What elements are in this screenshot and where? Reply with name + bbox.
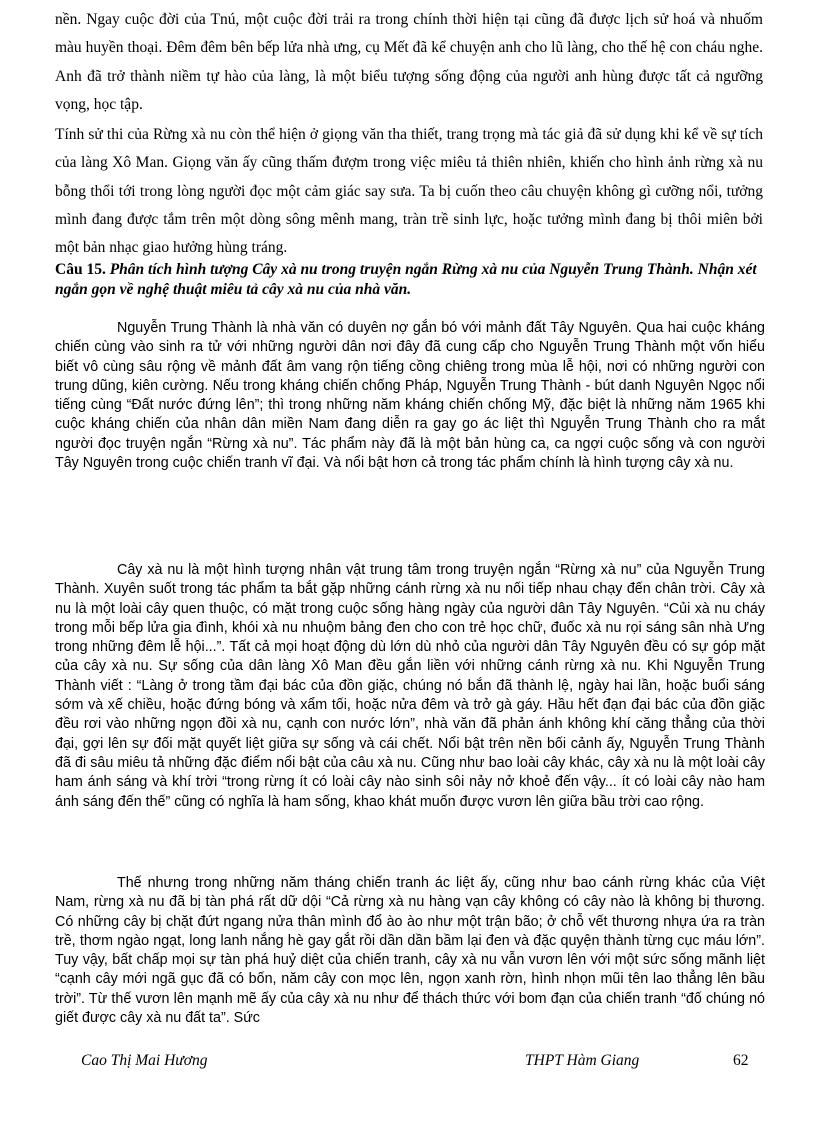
page-number: 62 xyxy=(733,1052,749,1069)
question-heading xyxy=(55,260,770,300)
paragraph-xa-nu-central-image: Cây xà nu là một hình tượng nhân vật trung tâm trong truyện ngắn “Rừng xà nu” của Nguyễn Trung Thành. Xuyên suốt trong tác phẩm ta bắt gặp những cánh rừng xà nu nối tiếp nhau chạy đến chân trời. Cây xà nu là một loài cây quen thuộc, có mặt trong cuộc sống hàng ngày của người dân Tây Nguyên. “Củi xà nu cháy trong mỗi bếp lửa gia đình, khói xà nu nhuộm bảng đen cho con trẻ học chữ, đuốc xà nu rọi sáng sân nhà Ưng trong những đêm lễ hội...”. Tất cả mọi hoạt động dù lớn dù nhỏ của người dân Tây Nguyên đều có sự góp mặt của cây xà nu. Sự sống của dân làng Xô Man đều gắn liền với những cánh rừng xà nu. Khi Nguyễn Trung Thành viết : “Làng ở trong tầm đại bác của đồn giặc, chúng nó bắn đã thành lệ, ngày hai lần, hoặc buổi sáng sớm và xế chiều, hoặc đứng bóng và xẩm tối, hoặc nửa đêm và trở gà gáy. Hầu hết đạn đại bác của đồn giặc đều rơi vào những ngọn đồi xà nu, cạnh con nước lớn”, nhà văn đã phản ánh không khí căng thẳng của thời đại, gợi lên sự đối mặt quyết liệt giữa sự sống và cái chết. Nổi bật trên nền bối cảnh ấy, Nguyễn Trung Thành đã đi sâu miêu tả những đặc điểm nổi bật của câu xà nu. Cũng như bao loài cây khác, cây xà nu là một loài cây ham ánh sáng và khí trời “trong rừng ít có loài cây nào sinh sôi nảy nở khoẻ đến vậy... ít có loài cây nào ham ánh sáng đến thế” cũng có nghĩa là ham sống, khao khát muốn được vươn lên giữa bầu trời cao rộng. xyxy=(55,562,765,810)
paragraph-intro-author: Nguyễn Trung Thành là nhà văn có duyên nợ gắn bó với mảnh đất Tây Nguyên. Qua hai cuộc kháng chiến cùng vào sinh ra tử với những người dân nơi đây đã cung cấp cho Nguyễn Trung Thành một vốn hiểu biết vô cùng sâu rộng về mảnh đất âm vang rộn tiếng cồng chiêng trong mùa lễ hội, nơi có những người con trung dũng, kiên cường. Nếu trong kháng chiến chống Pháp, Nguyễn Trung Thành - bút danh Nguyên Ngọc nổi tiếng cùng “Đất nước đứng lên”; thì trong những năm kháng chiến chống Mỹ, đặc biệt là những năm 1965 khi cuộc kháng chiến của nhân dân miền Nam đang diễn ra gay go ác liệt thì Nguyễn Trung Thành cho ra mắt người đọc truyện ngắn “Rừng xà nu”. Tác phẩm này đã là một bản hùng ca, ca ngợi cuộc sống và con người Tây Nguyên trong cuộc chiến tranh vĩ đại. Và nổi bật hơn cả trong tác phẩm chính là hình tượng cây xà nu. xyxy=(55,320,765,472)
paragraph-epic-tone: Tính sử thi của Rừng xà nu còn thể hiện ở giọng văn tha thiết, trang trọng mà tác giả đã sử dụng khi kể về sự tích của làng Xô Man. Giọng văn ấy cũng thấm đượm trong việc miêu tả thiên nhiên, khiến cho hình ảnh rừng xà nu bỗng thổi tới trong lòng người đọc một cảm giác say sưa. Ta bị cuốn theo câu chuyện không gì cưỡng nổi, tưởng mình đang được tắm trên một dòng sông mênh mang, tràn trề sinh lực, hoặc tưởng mình đang bị thôi miên bởi một bản nhạc giao hưởng hùng tráng. xyxy=(55,126,763,257)
question-text: Phân tích hình tượng Cây xà nu trong truyện ngắn Rừng xà nu của Nguyễn Trung Thành. Nhận xét ngắn gọn về nghệ thuật miêu tả cây xà nu của nhà văn. xyxy=(55,261,757,298)
paragraph-xa-nu-destruction: Thế nhưng trong những năm tháng chiến tranh ác liệt ấy, cũng như bao cánh rừng khác của Việt Nam, rừng xà nu đã bị tàn phá rất dữ dội “Cả rừng xà nu hàng vạn cây không có cây nào là không bị thương. Có những cây bị chặt đứt ngang nửa thân mình đổ ào ào như một trận bão; ở chỗ vết thương nhựa ứa ra tràn trề, thơm ngào ngạt, long lanh nắng hè gay gắt rồi dần dần bầm lại đen và đặc quyện thành từng cục máu lớn”. Tuy vậy, bất chấp mọi sự tàn phá huỷ diệt của chiến tranh, cây xà nu vẫn vươn lên với một sức sống mãnh liệt “cạnh cây mới ngã gục đã có bốn, năm cây con mọc lên, ngọn xanh rờn, hình nhọn mũi tên lao thẳng lên bầu trời”. Từ thế vươn lên mạnh mẽ ấy của cây xà nu như để thách thức với bom đạn của chiến tranh “đố chúng nó giết được cây xà nu đất ta”. Sức xyxy=(55,875,765,1027)
footer-school: THPT Hàm Giang xyxy=(525,1052,640,1069)
paragraph-epic-heroism: nền. Ngay cuộc đời của Tnú, một cuộc đời trải ra trong chính thời hiện tại cũng đã được lịch sử hoá và nhuốm màu huyền thoại. Đêm đêm bên bếp lửa nhà ưng, cụ Mết đã kể chuyện anh cho lũ làng, cho thế hệ con cháu nghe. Anh đã trở thành niềm tự hào của làng, là một biểu tượng sống động của người anh hùng được tất cả ngưỡng vọng, học tập. xyxy=(55,11,763,114)
footer-author: Cao Thị Mai Hương xyxy=(81,1052,208,1069)
question-number: Câu 15. xyxy=(55,261,106,278)
